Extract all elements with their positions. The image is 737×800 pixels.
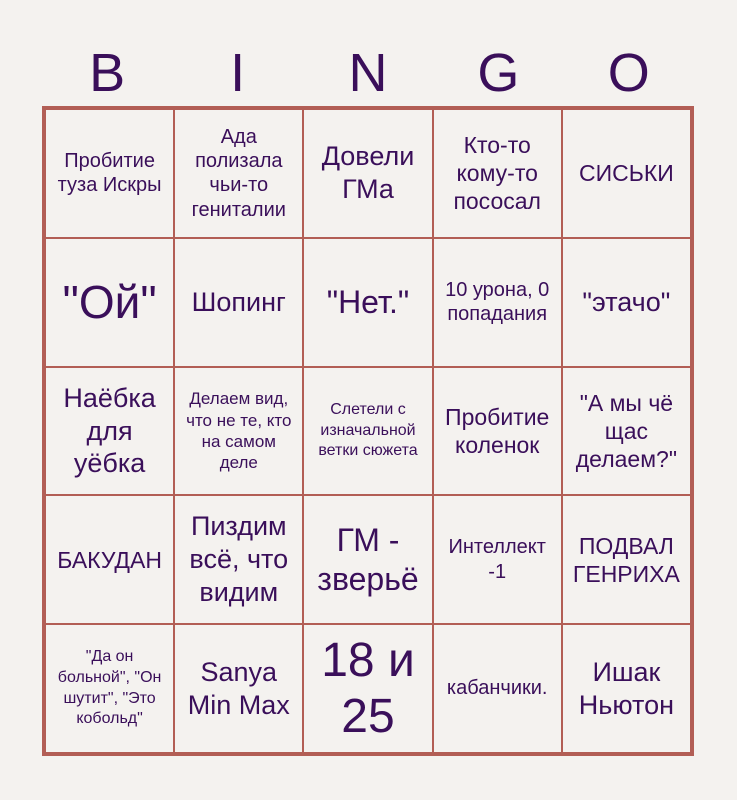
- bingo-header: [42, 40, 694, 106]
- header-letter-g: G: [477, 43, 520, 103]
- bingo-cell[interactable]: "А мы чё щас делаем?": [562, 367, 691, 496]
- bingo-cell[interactable]: "Да он больной", "Он шутит", "Это кобольд": [45, 624, 174, 753]
- bingo-cell[interactable]: "этачо": [562, 238, 691, 367]
- bingo-cell[interactable]: СИСЬКИ: [562, 109, 691, 238]
- bingo-cell[interactable]: "Ой": [45, 238, 174, 367]
- bingo-cell[interactable]: кабанчики.: [433, 624, 562, 753]
- header-letter-o: O: [607, 43, 650, 103]
- header-letter-i: I: [230, 43, 246, 103]
- bingo-cell[interactable]: Слетели с изначальной ветки сюжета: [303, 367, 432, 496]
- bingo-cell[interactable]: Ада полизала чьи-то гениталии: [174, 109, 303, 238]
- bingo-cell[interactable]: Пробитие коленок: [433, 367, 562, 496]
- bingo-cell[interactable]: "Нет.": [303, 238, 432, 367]
- bingo-cell[interactable]: Интеллект -1: [433, 495, 562, 624]
- bingo-cell[interactable]: Пиздим всё, что видим: [174, 495, 303, 624]
- bingo-cell[interactable]: Кто-то кому-то пососал: [433, 109, 562, 238]
- bingo-cell[interactable]: БАКУДАН: [45, 495, 174, 624]
- bingo-cell[interactable]: Довели ГМа: [303, 109, 432, 238]
- header-letter-n: N: [348, 43, 388, 103]
- bingo-cell[interactable]: 18 и 25: [303, 624, 432, 753]
- bingo-cell[interactable]: Наёбка для уёбка: [45, 367, 174, 496]
- bingo-cell[interactable]: Пробитие туза Искры: [45, 109, 174, 238]
- bingo-cell[interactable]: 10 урона, 0 попадания: [433, 238, 562, 367]
- bingo-cell[interactable]: Sanya Min Max: [174, 624, 303, 753]
- bingo-cell[interactable]: Шопинг: [174, 238, 303, 367]
- header-letter-b: B: [89, 43, 126, 103]
- bingo-cell[interactable]: ГМ - зверьё: [303, 495, 432, 624]
- bingo-cell[interactable]: ПОДВАЛ ГЕНРИХА: [562, 495, 691, 624]
- bingo-cell[interactable]: Ишак Ньютон: [562, 624, 691, 753]
- bingo-cell[interactable]: Делаем вид, что не те, кто на самом деле: [174, 367, 303, 496]
- bingo-board: [42, 106, 694, 756]
